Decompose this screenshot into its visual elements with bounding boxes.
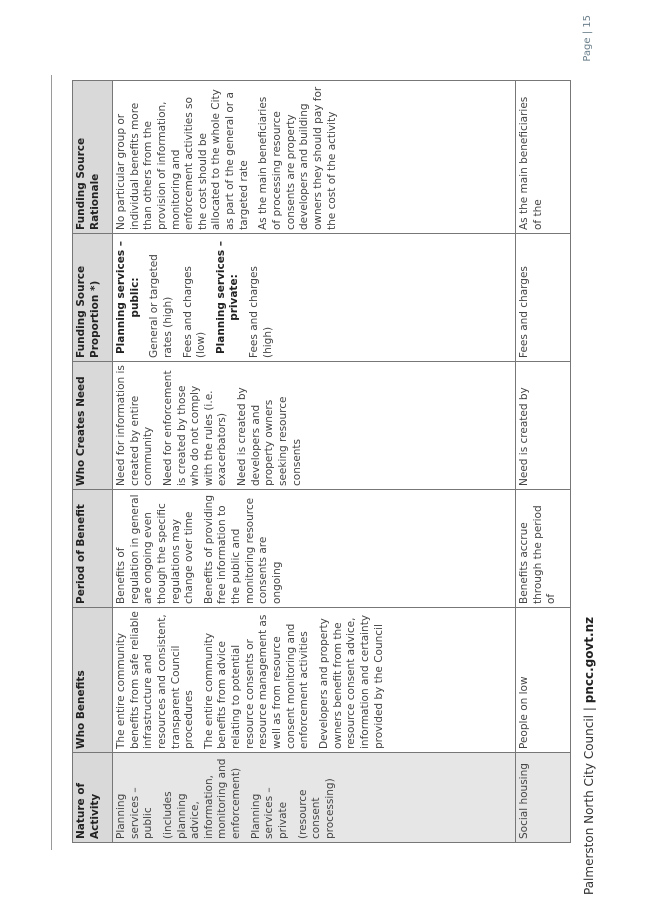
need-text-2: Need for enforcement is created by those who do not comply with the rules (i.e. exacerbators) [161,370,229,486]
funding-private-heading: Planning services – private: [214,240,241,355]
need-text-1: Need for information is created by entire community [115,365,155,486]
period-text-1: Benefits of regulation in general are ongoing even though the specific regulations may change over time [115,494,196,604]
rationale-text-1: No particular group or individual benefits more than others from the provision of information, monitoring and enforcement activities so the cost should be allocated to the whole City as part of the general or a targeted rate [115,89,250,230]
period-text-2: Benefits of providing free information to the public and monitoring resource consents are ongoing [202,495,284,604]
header-nature-of-activity: Nature of Activity [73,753,113,843]
header-funding-source-proportion: Funding Source Proportion *) [73,234,113,362]
funding-public-heading: Planning services – public: [115,240,141,355]
funding-public-fees: Fees and charges (low) [181,266,208,358]
benefits-text-1: The entire community benefits from safe reliable infrastructure and resources and consistent, transparent Council procedures [115,611,196,749]
left-margin-rule [51,75,52,850]
page-footer [579,15,601,895]
cell-who-benefits: People on low [516,608,571,753]
page-number: Page | 15 [582,15,593,62]
footer-org-line [582,617,596,895]
benefits-text-2: The entire community benefits from advice relating to potential resource consents or resource management as well as from resource consent monitoring and enforcement activities [202,614,311,749]
need-text-3: Need is created by developers and property owners seeking resource consents [236,387,303,486]
funding-private-fees: Fees and charges (high) [248,266,274,358]
cell-funding-rationale [113,81,516,234]
footer-org-name: Palmerston North City Council [582,714,596,895]
cell-funding-proportion [113,234,516,362]
activity-public-detail: (includes planning advice, information, monitoring and enforcement) [161,758,243,839]
rationale-text-2: As the main beneficiaries of processing resource consents are property developers and building owners they should pay for the cost of the activity [257,86,338,230]
cell-funding-rationale: As the main beneficiaries of the [516,81,571,234]
table-header-row [73,81,113,843]
cell-period-of-benefit: Benefits accrue through the period of [516,490,571,608]
footer-separator: | [582,707,596,712]
table-row [516,81,571,843]
benefits-text-3: Developers and property owners benefit from the resource consent advice, information and certainty provided by the Council [317,614,385,749]
table-row [113,81,516,843]
activity-public: Planning services – public [115,787,155,839]
cell-period-of-benefit [113,490,516,608]
activity-private-detail: (resource consent processing) [296,778,336,839]
cell-activity [113,753,516,843]
header-who-benefits: Who Benefits [73,608,113,753]
cell-funding-proportion: Fees and charges [516,234,571,362]
funding-public-rates: General or targeted rates (high) [148,254,174,358]
header-period-of-benefit: Period of Benefit [73,490,113,608]
footer-website-link[interactable]: pncc.govt.nz [582,616,596,704]
rotated-table-container [72,81,592,843]
cell-who-benefits [113,608,516,753]
funding-table [72,80,571,843]
header-funding-source-rationale: Funding Source Rationale [73,81,113,234]
cell-who-creates-need [113,362,516,490]
cell-who-creates-need: Need is created by [516,362,571,490]
cell-activity: Social housing [516,753,571,843]
header-who-creates-need: Who Creates Need [73,362,113,490]
activity-private: Planning services – private [249,787,290,839]
